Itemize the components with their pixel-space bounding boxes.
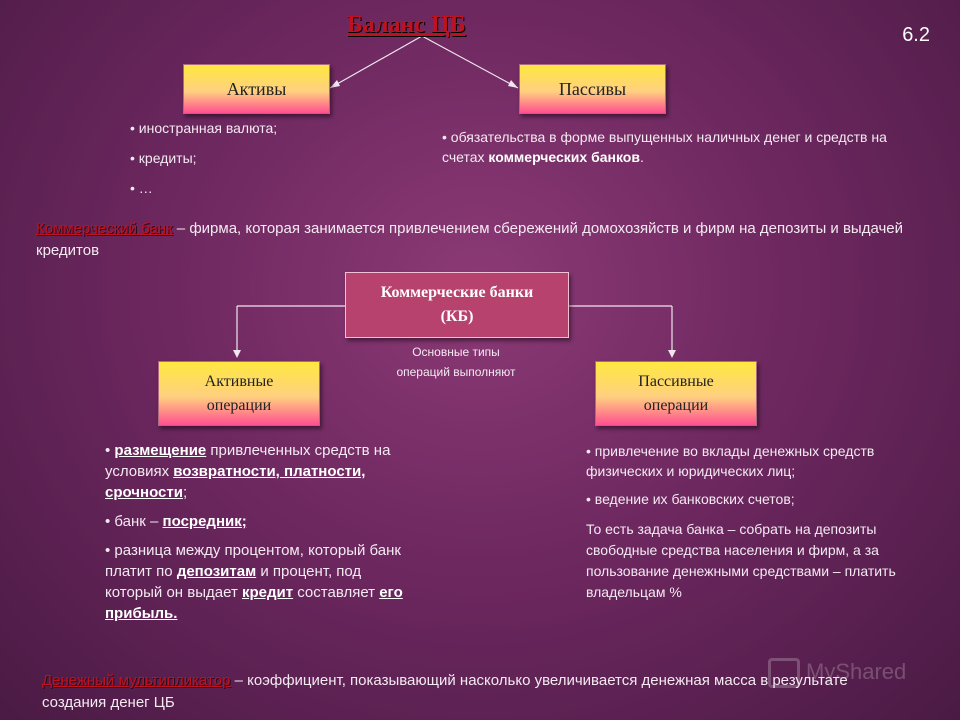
list-item: • разница между процентом, который банк платит по депозитам и процент, под который он выдает кредит составляет его прибыль. xyxy=(105,542,403,622)
operations-caption: Основные типы операций выполняют xyxy=(396,345,516,379)
passive-operations-list xyxy=(586,441,931,603)
assets-list xyxy=(130,118,350,198)
assets-label: Активы xyxy=(226,78,287,99)
active-operations-list xyxy=(105,440,415,624)
passive-summary: То есть задача банка – собрать на депозиты свободные средства населения и фирм, а за пользование денежными средствами – платить владельцам % xyxy=(586,521,896,600)
list-item: • ведение их банковских счетов; xyxy=(586,491,795,507)
list-item: • иностранная валюта; xyxy=(130,120,278,136)
assets-box xyxy=(183,64,330,114)
definition-commercial-bank: Коммерческий банк – фирма, которая занимается привлечением сбережений домохозяйств и фирм на депозиты и выдачей кредитов xyxy=(36,220,903,259)
multiplier-term: Денежный мультипликатор xyxy=(42,672,231,689)
passive-operations-box: Пассивные операции xyxy=(595,361,757,426)
commercial-banks-box: Коммерческие банки (КБ) xyxy=(345,272,569,338)
watermark: MyShared xyxy=(768,658,906,688)
list-item: • размещение привлеченных средств на условиях возвратности, платности, срочности; xyxy=(105,442,391,501)
liabilities-box xyxy=(519,64,666,114)
definition-money-multiplier: Денежный мультипликатор – коэффициент, показывающий насколько увеличивается денежная масса в результате создания денег ЦБ xyxy=(42,672,848,711)
active-operations-box: Активные операции xyxy=(158,361,320,426)
definition-term: Коммерческий банк xyxy=(36,220,173,237)
list-item: • банк – посредник; xyxy=(105,513,247,530)
slide-number: 6.2 xyxy=(902,24,930,46)
list-item: • привлечение во вклады денежных средств физических и юридических лиц; xyxy=(586,443,875,479)
list-item: • кредиты; xyxy=(130,150,197,166)
liabilities-text: • обязательства в форме выпущенных наличных денег и средств на счетах коммерческих банков. xyxy=(442,129,887,165)
page-title: Баланс ЦБ xyxy=(347,12,466,38)
list-item: • … xyxy=(130,180,153,196)
liabilities-label: Пассивы xyxy=(558,78,627,99)
